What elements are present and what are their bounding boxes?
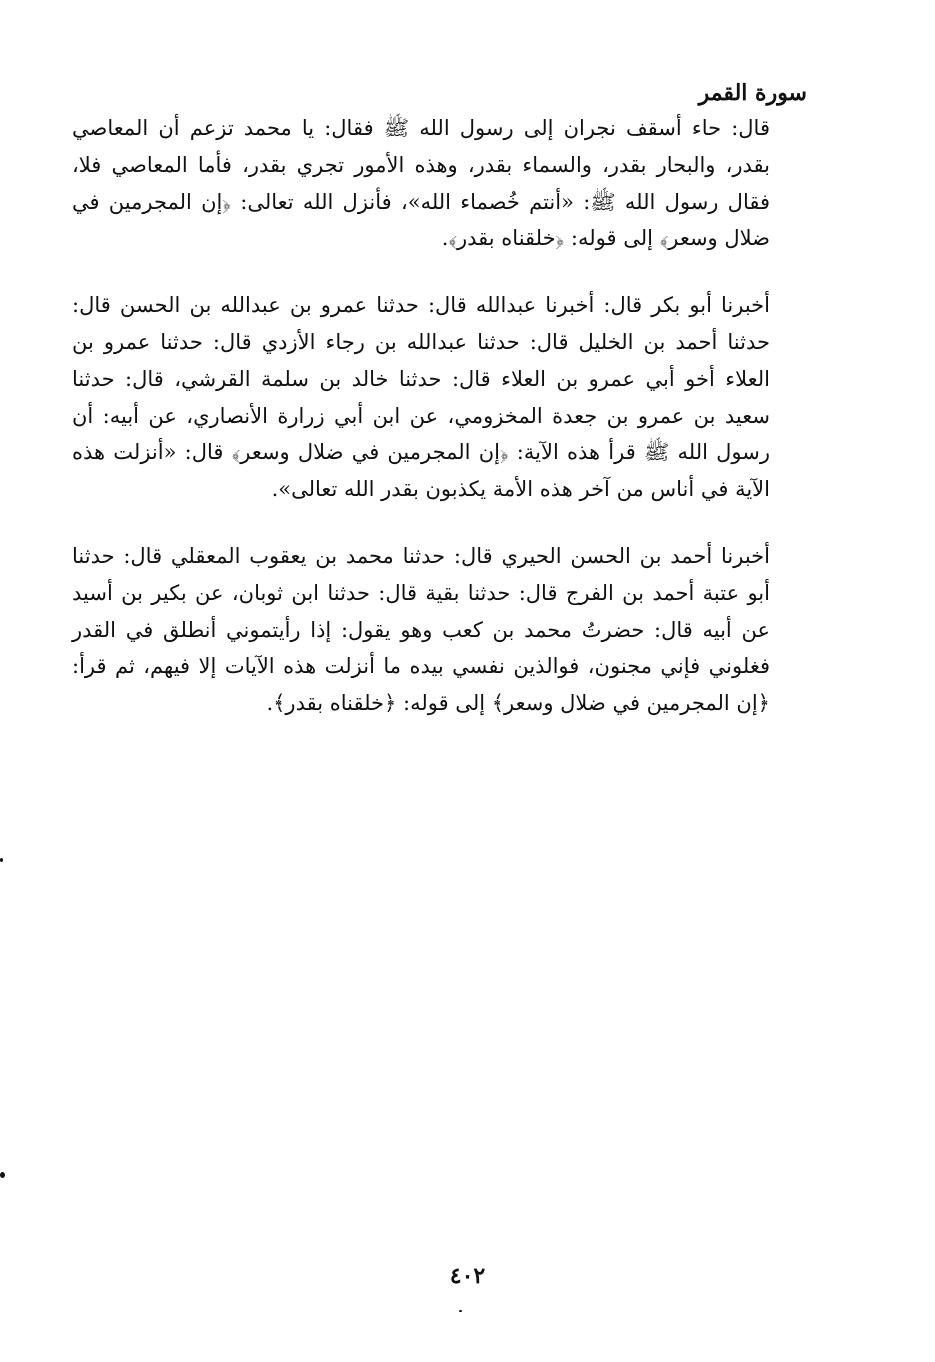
paragraph-1: قال: حاء أسقف نجران إلى رسول الله ﷺ فقال: يا محمد تزعم أن المعاصي بقدر، والبحار بقدر، والسماء بقدر، وهذه الأمور تجري بقدر، فأما المعاصي فلا، فقال رسول الله ﷺ: «أنتم خُصماء الله»، فأنزل الله تعالى: ﴿إن المجرمين في ضلال وسعر﴾ إلى قوله: ﴿خلقناه بقدر﴾.	[72, 116, 770, 251]
scan-speck-left-bottom	[0, 1172, 5, 1178]
scan-speck-left-mid	[0, 858, 3, 862]
page-number: ٤٠٢	[449, 1263, 486, 1289]
page-header-surah-title: سورة القمر	[698, 80, 807, 106]
paragraph-3: أخبرنا أحمد بن الحسن الحيري قال: حدثنا محمد بن يعقوب المعقلي قال: حدثنا أبو عتبة أحمد بن الفرج قال: حدثنا بقية قال: حدثنا ابن ثوبان، عن بكير بن أسيد عن أبيه قال: حضرتُ محمد بن كعب وهو يقول: إذا رأيتموني أنطلق في القدر فغلوني فإني مجنون، فوالذين نفسي بيده ما أنزلت هذه الآيات إلا فيهم، ثم قرأ: ﴿إن المجرمين في ضلال وسعر﴾ إلى قوله: ﴿خلقناه بقدر﴾.	[72, 543, 770, 716]
paragraph-2: أخبرنا أبو بكر قال: أخبرنا عبدالله قال: حدثنا عمرو بن عبدالله بن الحسن قال: حدثنا أحمد بن الخليل قال: حدثنا عبدالله بن رجاء الأزدي قال: حدثنا عمرو بن العلاء أخو أبي عمرو بن العلاء قال: حدثنا خالد بن سلمة القرشي، قال: حدثنا سعيد بن عمرو بن جعدة المخزومي، عن ابن أبي زرارة الأنصاري، عن أبيه: أن رسول الله ﷺ قرأ هذه الآية: ﴿إن المجرمين في ضلال وسعر﴾ قال: «أنزلت هذه الآية في أناس من آخر هذه الأمة يكذبون بقدر الله تعالى».	[72, 293, 770, 502]
page-body	[72, 110, 770, 752]
scan-speck-bottom	[459, 1310, 462, 1312]
